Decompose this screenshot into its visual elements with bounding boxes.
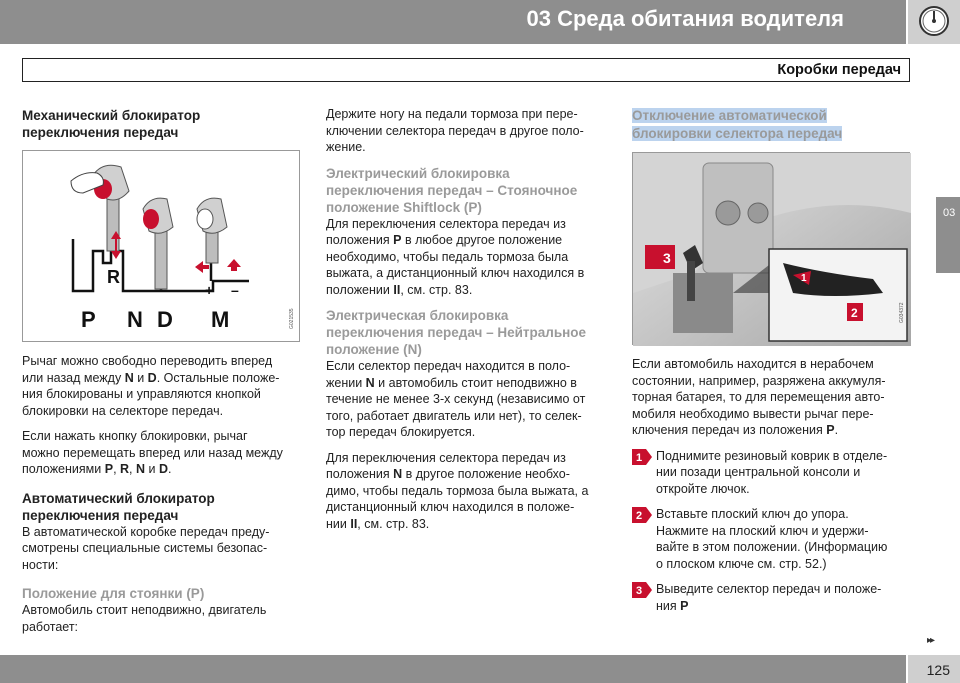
minus-label: – [231,282,239,298]
chapter-tab[interactable] [936,197,960,273]
step-number-icon [632,507,652,523]
header-bar [0,0,906,44]
paragraph: Для переключения селектора передач из положения N в другое положение необхо- димо, чтобы педаль тормоза была выжата, а дистанционный ключ находился в положе- нии II, см. стр. 83. [326,450,589,531]
gauge-icon [918,5,950,37]
heading-neutral-lock: Электрическая блокировка переключения передач – Нейтральное положение (N) [326,308,587,357]
inset-marker-label: 2 [851,306,858,320]
heading-shiftlock: Электрический блокировка переключения передач – Стояночное положение Shiftlock (P) [326,165,578,215]
gear-label: D [157,307,173,332]
console-figure [632,152,910,345]
gear-label: P [81,307,96,332]
chapter-tab-label: 03 [943,207,956,219]
gear-label: R [107,267,120,287]
plus-label: + [205,282,214,298]
paragraph: Для переключения селектора передач из положения P в любое другое положение необходимо, чтобы педаль тормоза была выжата, а дистанционный ключ находился в положении II, см. стр. 83. [326,216,585,297]
heading-automatic-lock: Автоматический блокиратор переключения передач [22,490,215,523]
step-marker-label: 3 [663,250,671,266]
section-header [22,58,910,82]
step-item: 3 Выведите селектор передач и положе- ния P [632,581,912,614]
paragraph: Если селектор передач находится в поло- жении N и автомобиль стоит неподвижно в течение не менее 3-х секунд (независимо от того, работает двигатель или нет), то селек- тор передач блокируется. [326,359,586,439]
paragraph: Рычаг можно свободно переводить вперед или назад между N и D. Остальные положе- ния блокированы и управляются кнопкой блокировки на селекторе передач. [22,354,280,418]
svg-text:3: 3 [636,585,643,597]
page-number-box [908,655,960,683]
paragraph: Держите ногу на педали тормоза при пере- ключении селектора передач в другое поло- жение. [326,107,584,154]
paragraph: Автомобиль стоит неподвижно, двигатель работает: [22,603,267,634]
step-number-icon [632,582,652,598]
paragraph: Если автомобиль находится в нерабочем состоянии, например, разряжена аккумуля- торная батарея, то для перемещения авто- мобиля необходимо вывести рычаг пере- ключения передач из положения P. [632,357,886,437]
heading-release-lock: Отключение автоматической блокировки селектора передач [632,108,843,141]
figure-code: G034372 [899,302,905,323]
step-item: 1 Поднимите резиновый коврик в отделе- нии позади центральной консоли и откройте лючок. [632,448,912,498]
column-left [22,107,300,635]
heading-mechanical-lock: Механический блокиратор переключения передач [22,108,201,140]
heading-parking-position: Положение для стоянки (P) [22,586,205,601]
column-middle [326,106,606,532]
arrow-minus [227,259,241,271]
paragraph: Если нажать кнопку блокировки, рычаг можно перемещать вперед или назад между положениями P, R, N и D. [22,429,283,476]
gear-label: M [211,307,230,332]
svg-text:1: 1 [636,451,643,464]
chapter-title: 03 Среда обитания водителя [526,6,844,31]
paragraph: В автоматической коробке передач преду- смотрены специальные системы безопас- ности: [22,524,270,572]
next-page-marker[interactable]: ▸▸ [927,635,934,646]
step-number-icon [632,449,652,465]
figure-code: G021535 [289,308,295,329]
header-icon-box [908,0,960,44]
column-right [632,107,912,614]
gear-label: N [127,307,143,332]
section-title: Коробки передач [777,62,901,78]
footer-bar [0,655,906,683]
inset-marker-label: 1 [801,273,807,284]
step-item: 2 Вставьте плоский ключ до упора. Нажмите на плоский ключ и удержи- вайте в этом положении. (Информацию о плоском ключе см. стр. 52.) [632,506,912,572]
gear-lever-figure [22,150,300,342]
svg-text:2: 2 [636,510,643,522]
page-number: 125 [926,662,950,678]
